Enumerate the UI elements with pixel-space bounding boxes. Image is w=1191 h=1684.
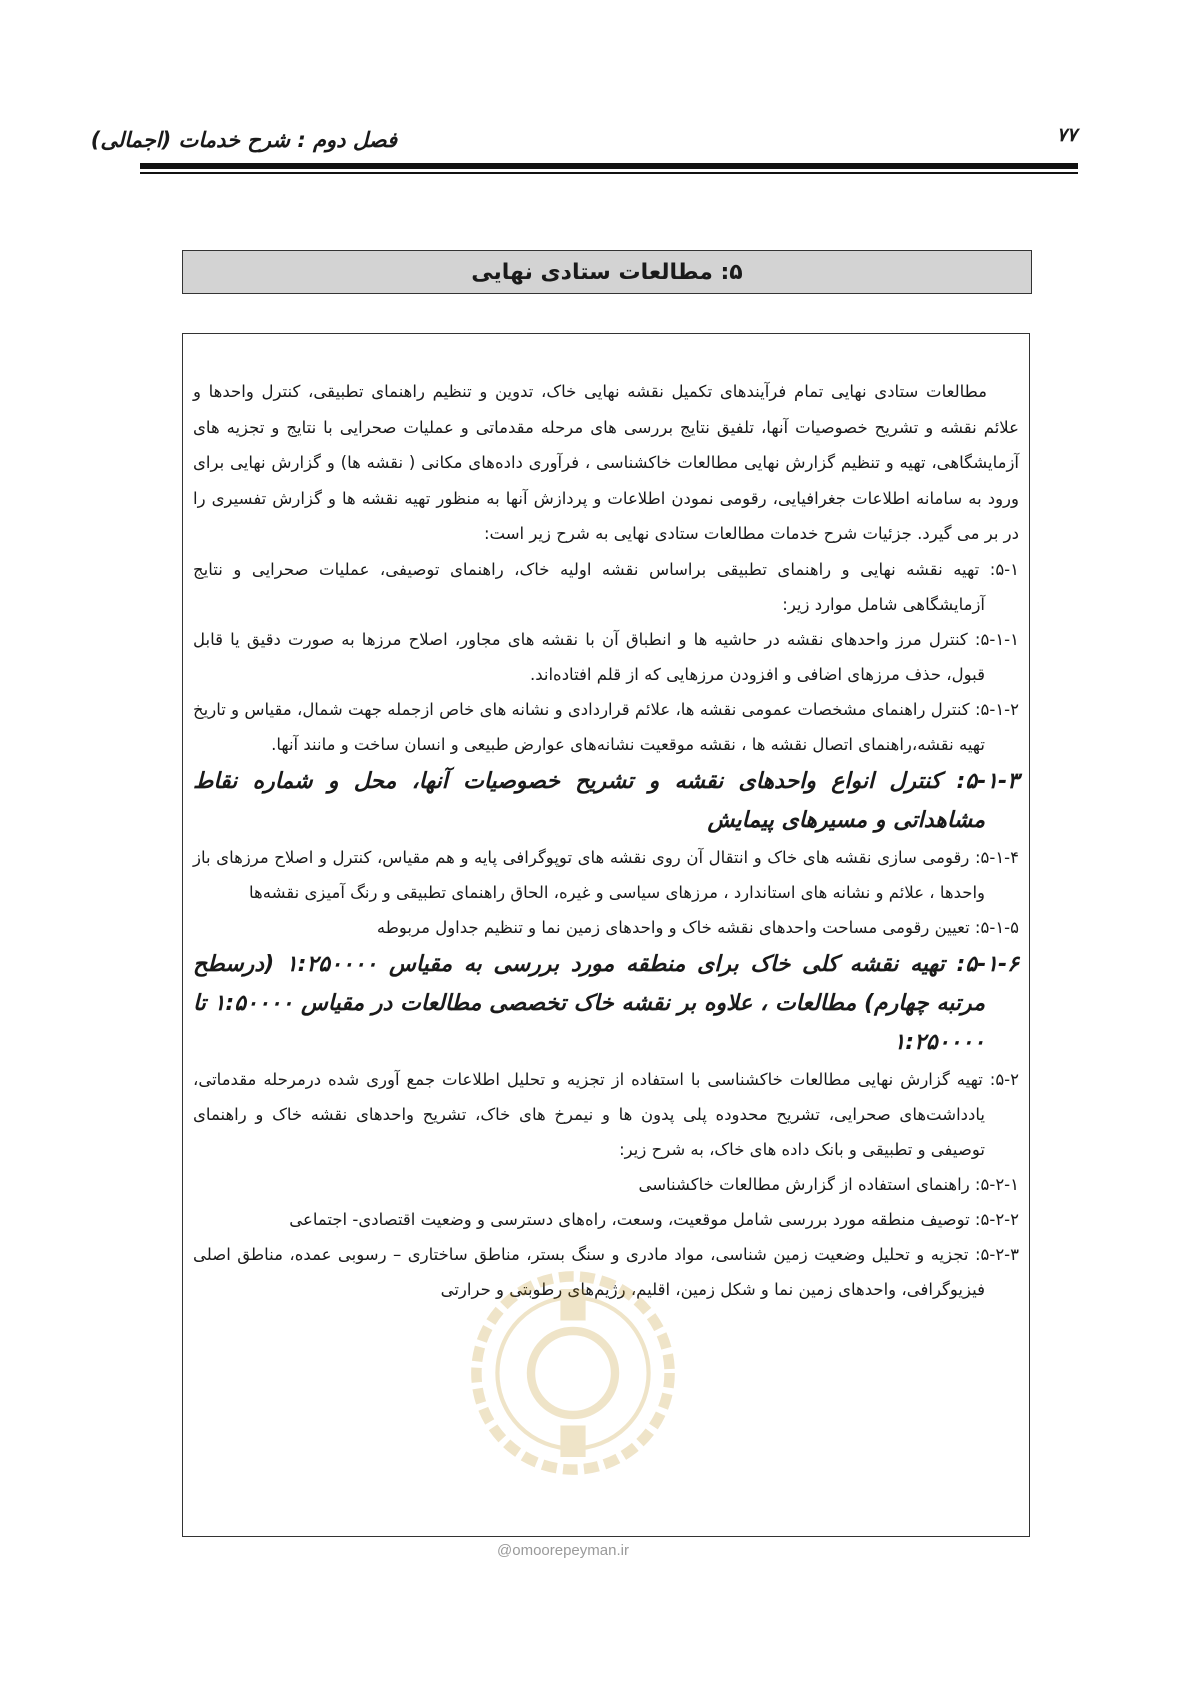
item-5-1-1: ۵-۱-۱: کنترل مرز واحدهای نقشه در حاشیه ها و انطباق آن با نقشه های مجاور، اصلاح مرزها به صورت دقیق یا قابل قبول، حذف مرزهای اضافی و افزودن مرزهایی که از قلم افتاده‌اند. (193, 629, 1019, 684)
header-rule-thin (140, 172, 1078, 174)
item-5-1-6: ۵-۱-۶: تهیه نقشه کلی خاک برای منطقه مورد بررسی به مقیاس ۱:۲۵۰۰۰۰ (درسطح مرتبه چهارم) مطالعات ، علاوه بر نقشه خاک تخصصی مطالعات در مقیاس ۱:۵۰۰۰۰ تا ۱:۲۵۰۰۰۰ (193, 951, 1019, 1055)
item-5-1-4: ۵-۱-۴: رقومی سازی نقشه های خاک و انتقال آن روی نقشه های توپوگرافی پایه و هم مقیاس، کنترل و اصلاح مرزهای باز واحدها ، علائم و نشانه های استاندارد ، مرزهای سیاسی و غیره، الحاق راهنمای تطبیقی و رنگ آمیزی نقشه‌ها (193, 847, 1019, 902)
header-rule-thick (140, 163, 1078, 169)
item-5-2-2: ۵-۲-۲: توصیف منطقه مورد بررسی شامل موقعیت، وسعت، راه‌های دسترسی و وضعیت اقتصادی- اجتماعی (289, 1209, 1019, 1229)
section-title: ۵: مطالعات ستادی نهایی (471, 259, 743, 285)
page-number: ۷۷ (1056, 124, 1077, 146)
chapter-title: فصل دوم : شرح خدمات (اجمالی) (90, 128, 397, 152)
item-5-2-3: ۵-۲-۳: تجزیه و تحلیل وضعیت زمین شناسی، مواد مادری و سنگ بستر، مناطق ساختاری – رسوبی عمده، مناطق اصلی فیزیوگرافی، واحدهای زمین نما و شکل زمین، اقلیم، رژیم‌های رطوبتی و حرارتی (193, 1244, 1019, 1299)
page-header (90, 120, 1077, 160)
watermark-site: @omoorepeyman.ir (497, 1542, 629, 1559)
item-5-1-5: ۵-۱-۵: تعیین رقومی مساحت واحدهای نقشه خاک و واحدهای زمین نما و تنظیم جداول مربوطه (376, 917, 1019, 937)
item-5-1-3: ۵-۱-۳: کنترل انواع واحدهای نقشه و تشریح خصوصیات آنها، محل و شماره نقاط مشاهداتی و مسیرهای پیمایش (193, 768, 1019, 833)
item-5-1: ۵-۱: تهیه نقشه نهایی و راهنمای تطبیقی براساس نقشه اولیه خاک، راهنمای توصیفی، عملیات صحرایی و نتایج آزمایشگاهی شامل موارد زیر: (193, 559, 1019, 614)
item-5-2: ۵-۲: تهیه گزارش نهایی مطالعات خاکشناسی با استفاده از تجزیه و تحلیل اطلاعات جمع آوری شده درمرحله مقدماتی، یادداشت‌های صحرایی، تشریح محدوده پلی پدون ها و نیمرخ های خاک، تشریح واحدهای نقشه خاک و راهنمای توصیفی و تطبیقی و بانک داده های خاک، به شرح زیر: (193, 1069, 1019, 1159)
watermark-seal (468, 1268, 678, 1478)
content-body (193, 374, 1019, 1307)
item-5-1-2: ۵-۱-۲: کنترل راهنمای مشخصات عمومی نقشه ها، علائم قراردادی و نشانه های خاص ازجمله جهت شمال، مقیاس و تاریخ تهیه نقشه،راهنمای اتصال نقشه ها ، نقشه موقعیت نشانه‌های عوارض طبیعی و انسان ساخت و مانند آنها. (193, 699, 1019, 754)
intro-paragraph: مطالعات ستادی نهایی تمام فرآیندهای تکمیل نقشه نهایی خاک، تدوین و تنظیم راهنمای تطبیقی، کنترل واحدها و علائم نقشه و تشریح خصوصیات آنها، تلفیق نتایج بررسی های مرحله مقدماتی و عملیات صحرایی با نتایج و تجزیه های آزمایشگاهی، تهیه و تنظیم گزارش نهایی مطالعات خاکشناسی ، فرآوری داده‌های مکانی ( نقشه ها) و گزارش نهایی برای ورود به سامانه اطلاعات جغرافیایی، رقومی نمودن اطلاعات و پردازش آنها به منظور تهیه نقشه ها و گزارش تفسیری را در بر می گیرد. جزئیات شرح خدمات مطالعات ستادی نهایی به شرح زیر است: (193, 382, 1019, 543)
item-5-2-1: ۵-۲-۱: راهنمای استفاده از گزارش مطالعات خاکشناسی (638, 1174, 1019, 1194)
section-heading-box (182, 250, 1032, 294)
